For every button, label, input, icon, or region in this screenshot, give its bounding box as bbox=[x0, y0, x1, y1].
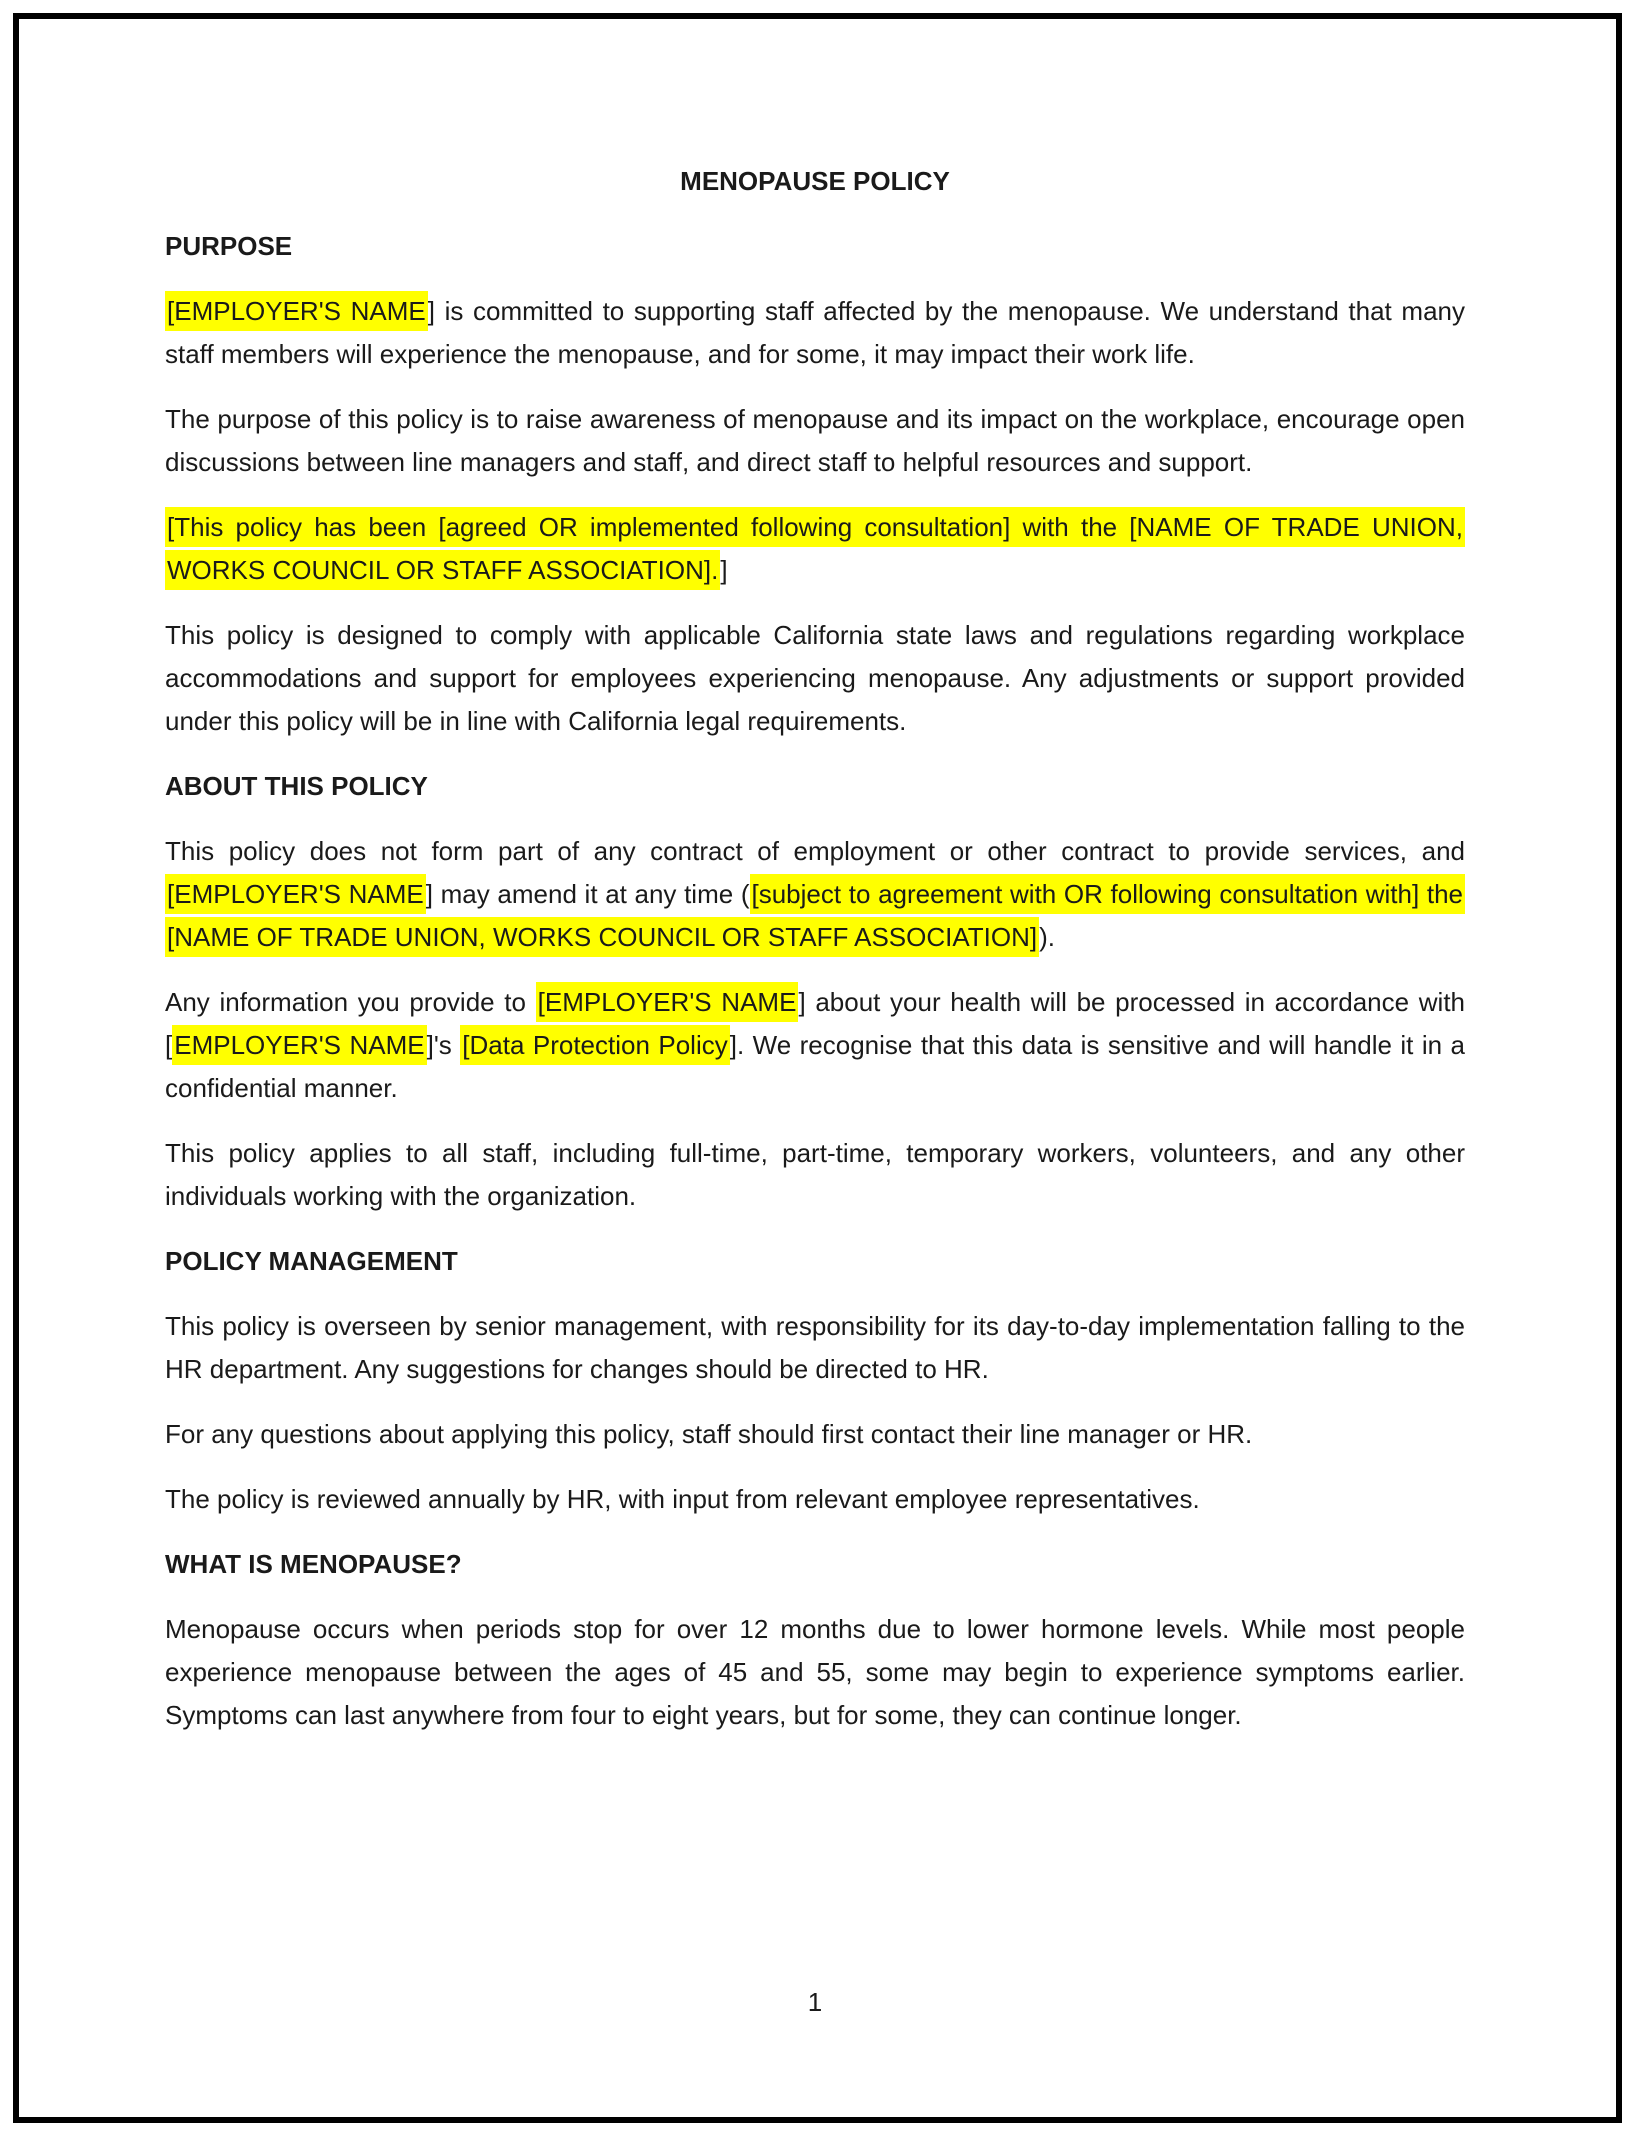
text-run: This policy applies to all staff, including full-time, part-time, temporary workers, volunteers, and any other individuals working with the organization. bbox=[165, 1138, 1465, 1211]
text-run: PURPOSE bbox=[165, 231, 293, 261]
paragraph bbox=[165, 506, 1465, 592]
text-run: This policy is designed to comply with applicable California state laws and regulations regarding workplace accommodations and support for employees experiencing menopause. Any adjustments or support provided under this policy will be in line with California legal requirements. bbox=[165, 620, 1465, 736]
highlighted-text: [EMPLOYER'S NAME bbox=[165, 291, 428, 331]
text-run: Menopause occurs when periods stop for over 12 months due to lower hormone levels. While most people experience menopause between the ages of 45 and 55, some may begin to experience symptoms earlier. Symptoms can last anywhere from four to eight years, but for some, they can continue longer. bbox=[165, 1614, 1465, 1730]
paragraph bbox=[165, 830, 1465, 959]
highlighted-text: EMPLOYER'S NAME bbox=[172, 1025, 426, 1065]
text-run: The purpose of this policy is to raise awareness of menopause and its impact on the workplace, encourage open discussions between line managers and staff, and direct staff to helpful resources and support. bbox=[165, 404, 1465, 477]
paragraph bbox=[165, 1608, 1465, 1737]
paragraph bbox=[165, 290, 1465, 376]
text-run: For any questions about applying this policy, staff should first contact their line manager or HR. bbox=[165, 1419, 1253, 1449]
page-number: 1 bbox=[807, 1987, 823, 2017]
text-run: The policy is reviewed annually by HR, with input from relevant employee representatives. bbox=[165, 1484, 1200, 1514]
text-run: POLICY MANAGEMENT bbox=[165, 1246, 458, 1276]
paragraph bbox=[165, 1413, 1465, 1456]
highlighted-text: [This policy has been [agreed OR implemented following consultation] with the [NAME OF TRADE UNION, WORKS COUNCIL OR STAFF ASSOCIATION]. bbox=[165, 507, 1465, 590]
document-title: MENOPAUSE POLICY bbox=[680, 166, 950, 196]
text-run: ]'s bbox=[426, 1030, 461, 1060]
text-run: ] about your health will be processed in accordance with [ bbox=[165, 987, 1466, 1060]
text-run: ABOUT THIS POLICY bbox=[165, 771, 428, 801]
text-run: ). bbox=[1039, 922, 1056, 952]
text-run: ] bbox=[720, 555, 728, 585]
document-content bbox=[165, 0, 1465, 1759]
highlighted-text: [Data Protection Policy bbox=[460, 1025, 729, 1065]
highlighted-text: [EMPLOYER'S NAME bbox=[536, 982, 799, 1022]
text-run: Any information you provide to bbox=[165, 987, 536, 1017]
paragraph bbox=[165, 614, 1465, 743]
section-heading bbox=[165, 1543, 1465, 1586]
highlighted-text: [EMPLOYER'S NAME bbox=[165, 874, 426, 914]
highlighted-text: [subject to agreement with OR following consultation with] the [NAME OF TRADE UNION, WORKS COUNCIL OR STAFF ASSOCIATION] bbox=[165, 874, 1465, 957]
text-run: This policy does not form part of any contract of employment or other contract to provide services, and bbox=[165, 836, 1465, 866]
paragraph bbox=[165, 1132, 1465, 1218]
paragraph bbox=[165, 1478, 1465, 1521]
text-run: ] is committed to supporting staff affected by the menopause. We understand that many staff members will experience the menopause, and for some, it may impact their work life. bbox=[165, 296, 1465, 369]
section-heading bbox=[165, 225, 1465, 268]
paragraph bbox=[165, 398, 1465, 484]
text-run: ]. We recognise that this data is sensitive and will handle it in a confidential manner. bbox=[165, 1030, 1466, 1103]
paragraph bbox=[165, 981, 1465, 1110]
text-run: This policy is overseen by senior management, with responsibility for its day-to-day implementation falling to the HR department. Any suggestions for changes should be directed to HR. bbox=[165, 1311, 1465, 1384]
text-run: ] may amend it at any time ( bbox=[425, 879, 750, 909]
paragraph bbox=[165, 1305, 1465, 1391]
section-heading bbox=[165, 765, 1465, 808]
text-run: WHAT IS MENOPAUSE? bbox=[165, 1549, 462, 1579]
section-heading bbox=[165, 1240, 1465, 1283]
